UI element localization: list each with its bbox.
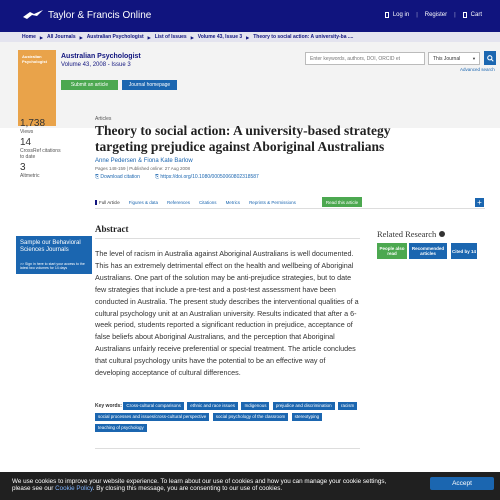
- article-type: Articles: [95, 116, 112, 122]
- ad-subtitle: >> Sign in here to start your access to the latest two volumes for 14 days: [20, 262, 85, 270]
- download-citation-link[interactable]: [95, 174, 140, 180]
- tab-full-article[interactable]: Full Article: [95, 200, 120, 205]
- keyword-tag[interactable]: Indigenous: [241, 402, 269, 410]
- altmetric-count[interactable]: 3: [20, 162, 26, 173]
- journal-homepage-button[interactable]: Journal homepage: [122, 80, 177, 90]
- breadcrumb-item[interactable]: Home: [22, 34, 36, 40]
- cookie-message: [12, 478, 412, 492]
- keyword-tag[interactable]: prejudice and discrimination: [273, 402, 335, 410]
- tab-people-also-read[interactable]: People also read: [377, 243, 407, 259]
- ad-title: Sample our Behavioral Sciences Journals: [20, 240, 81, 253]
- read-article-button[interactable]: Read this article: [322, 197, 362, 207]
- keyword-tag[interactable]: teaching of psychology: [95, 424, 147, 432]
- cookie-text-line1: We use cookies to improve your website experience. To learn about our use of cookies and how you can manage your cookie settings,: [12, 478, 387, 485]
- user-icon: [385, 12, 389, 18]
- tab-references[interactable]: References: [167, 199, 191, 205]
- search-scope-select[interactable]: [428, 52, 480, 65]
- chevron-right-icon: ▶: [79, 34, 83, 40]
- abstract-heading: Abstract: [95, 224, 129, 234]
- keyword-tag[interactable]: social psychology of the classroom: [213, 413, 289, 421]
- keyword-tag[interactable]: Cross-cultural comparisons: [123, 402, 184, 410]
- divider: [95, 238, 360, 239]
- login-link[interactable]: Log in: [392, 12, 410, 18]
- site-logo[interactable]: [22, 9, 151, 21]
- cookie-text-line2b: . By closing this message, you are consenting to our use of cookies.: [92, 485, 283, 492]
- keywords-label: Key words:: [95, 403, 122, 409]
- divider: |: [454, 12, 456, 18]
- doi-value: https://doi.org/10.1080/00050060802318587: [160, 174, 259, 180]
- tab-figures[interactable]: Figures & data: [128, 199, 159, 205]
- divider: |: [416, 12, 418, 18]
- breadcrumb-current: Theory to social action: A university-ba ....: [253, 34, 354, 40]
- breadcrumb: [0, 32, 500, 42]
- crossref-count[interactable]: 14: [20, 137, 32, 148]
- keyword-tag[interactable]: social processes and issues/cross-cultural perspective: [95, 413, 209, 421]
- cookie-policy-link[interactable]: Cookie Policy: [55, 485, 93, 492]
- download-citation-label: Download citation: [100, 174, 140, 180]
- download-icon: ⎘: [95, 174, 101, 180]
- divider: [95, 448, 360, 449]
- article-tabs: [95, 196, 485, 209]
- views-count: 1,738: [20, 118, 46, 129]
- sample-journals-ad[interactable]: [16, 236, 92, 274]
- breadcrumb-item[interactable]: Australian Psychologist: [86, 34, 144, 40]
- tab-cited-by[interactable]: Cited by 14: [451, 243, 477, 259]
- brand-name: Taylor & Francis Online: [48, 9, 152, 21]
- register-link[interactable]: Register: [424, 12, 448, 18]
- related-research-title: [377, 229, 445, 239]
- article-title: Theory to social action: A university-based strategy targeting prejudice against Aboriginal Australians: [95, 123, 391, 154]
- abstract-text: The level of racism in Australia against Aboriginal Australians is well documented. This has an extremely detrimental effect on the health and wellbeing of Aboriginal Australians. One part of the solution may be anti-prejudice strategies, but to date few strategies that include a pre-test and a post-test assessment have been conducted in Australia. The present study describes the interventional qualities of a cultural psychology unit at an Australian university. Results indicated that after a 6-week period, students reported a significant reduction in prejudice, acceptance of false beliefs about Aboriginal Australians, and the perception that Aboriginal Australians unfairly receive preferential or special treatment. The article concludes that cultural psychology units have the potential to be an effective way of developing acceptance of cultural differences.: [95, 249, 359, 378]
- tab-reprints[interactable]: Reprints & Permissions: [249, 199, 296, 205]
- link-icon: ⎘: [155, 174, 161, 180]
- article-authors[interactable]: Anne Pedersen & Fiona Kate Barlow: [95, 158, 193, 164]
- search-scope-value: This Journal: [433, 55, 461, 62]
- publication-info: Pages 148-159 | Published online: 27 Aug 2008: [95, 166, 190, 171]
- tab-citations[interactable]: Citations: [199, 199, 217, 205]
- chevron-right-icon: ▶: [147, 34, 151, 40]
- expand-plus-button[interactable]: [475, 198, 484, 207]
- chevron-right-icon: ▶: [39, 34, 43, 40]
- breadcrumb-item[interactable]: All Journals: [46, 34, 76, 40]
- keyword-tag[interactable]: ethnic and race issues: [187, 402, 238, 410]
- plus-icon: +: [477, 198, 482, 207]
- views-label: Views: [20, 129, 34, 135]
- crossref-label: CrossRef citations to date: [20, 148, 61, 160]
- tab-recommended-articles[interactable]: Recommended articles: [409, 243, 447, 259]
- keywords: [95, 401, 363, 434]
- account-links: [385, 12, 482, 18]
- cart-icon: [463, 12, 467, 18]
- accept-cookies-button[interactable]: Accept: [430, 477, 494, 490]
- doi-link[interactable]: [155, 174, 259, 180]
- keyword-tag[interactable]: stereotyping: [292, 413, 323, 421]
- keyword-tag[interactable]: racism: [338, 402, 357, 410]
- chevron-down-icon: ▼: [472, 56, 476, 61]
- logo-icon: [22, 9, 44, 21]
- journal-volume[interactable]: Volume 43, 2008 - Issue 3: [61, 62, 131, 68]
- cover-title: Australian Psychologist: [22, 54, 47, 64]
- chevron-right-icon: ▶: [190, 34, 194, 40]
- chevron-right-icon: ▶: [246, 34, 250, 40]
- breadcrumb-item[interactable]: List of Issues: [154, 34, 187, 40]
- cart-link[interactable]: Cart: [470, 12, 482, 18]
- info-icon[interactable]: [439, 231, 445, 237]
- tab-metrics[interactable]: Metrics: [225, 199, 241, 205]
- search-icon: [487, 55, 494, 62]
- submit-article-button[interactable]: Submit an article: [61, 80, 118, 90]
- journal-title[interactable]: Australian Psychologist: [61, 53, 141, 60]
- cookie-text-line2a: please see our: [12, 485, 56, 492]
- journal-cover[interactable]: [18, 50, 56, 126]
- article-metrics: [20, 118, 65, 181]
- advanced-search-link[interactable]: Advanced search: [460, 67, 495, 72]
- search-button[interactable]: [484, 51, 496, 65]
- breadcrumb-item[interactable]: Volume 43, Issue 3: [197, 34, 243, 40]
- altmetric-label: Altmetric: [20, 173, 40, 179]
- search-input[interactable]: [305, 52, 425, 65]
- related-research-label: Related Research: [377, 229, 437, 239]
